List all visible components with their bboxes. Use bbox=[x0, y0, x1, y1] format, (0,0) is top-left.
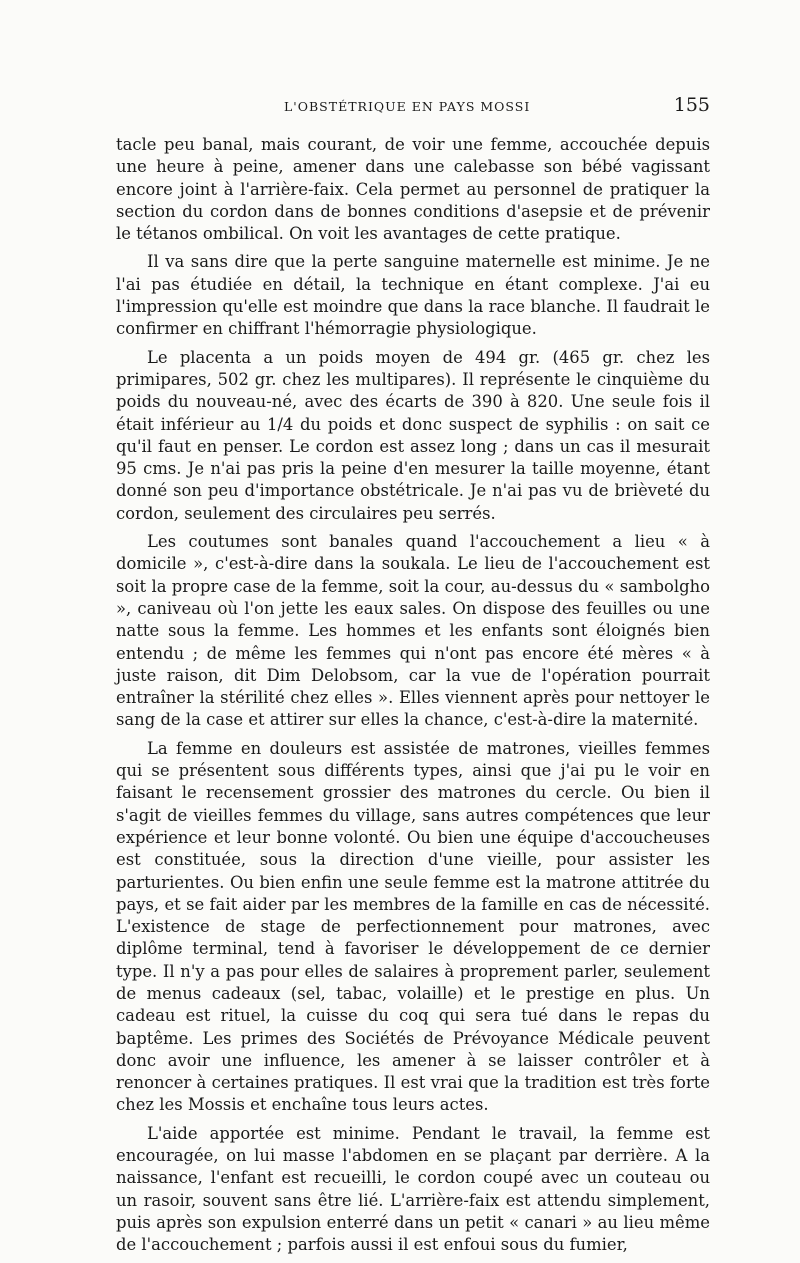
page-number: 155 bbox=[673, 94, 710, 116]
running-title: L'OBSTÉTRIQUE EN PAYS MOSSI bbox=[284, 99, 531, 114]
paragraph-continuation: tacle peu banal, mais courant, de voir une femme, accouchée depuis une heure à peine, amener dans une calebasse son bébé vagissant encore joint à l'arrière-faix. Cela permet au personnel de pratiquer la section du cordon dans de bonnes conditions d'asepsie et de prévenir le tétanos ombilical. On voit les avantages de cette pratique. bbox=[116, 135, 710, 244]
paragraph-blood-loss: Il va sans dire que la perte sanguine maternelle est minime. Je ne l'ai pas étudiée en détail, la technique en étant complexe. J'ai eu l'impression qu'elle est moindre que dans la race blanche. Il faudrait le confirmer en chiffrant l'hémorragie physiologique. bbox=[116, 252, 710, 339]
paragraph-assistance: L'aide apportée est minime. Pendant le travail, la femme est encouragée, on lui masse l'abdomen en se plaçant par derrière. A la naissance, l'enfant est recueilli, le cordon coupé avec un couteau ou un rasoir, souvent sans être lié. L'arrière-faix est attendu simplement, puis après son expulsion enterré dans un petit « canari » au lieu même de l'accouchement ; parfois aussi il est enfoui sous du fumier, bbox=[116, 1123, 710, 1255]
paragraph-placenta: Le placenta a un poids moyen de 494 gr. (465 gr. chez les primipares, 502 gr. chez les multipares). Il représente le cinquième du poids du nouveau-né, avec des écarts de 390 à 820. Une seule fois il était inférieur au 1/4 du poids et donc suspect de syphilis : on sait ce qu'il faut en penser. Le cordon est assez long ; dans un cas il mesurait 95 cms. Je n'ai pas pris la peine d'en mesurer la taille moyenne, étant donné son peu d'importance obstétricale. Je n'ai pas vu de brièveté du cordon, seulement des circulaires peu serrés. bbox=[116, 347, 710, 523]
paragraph-matrons: La femme en douleurs est assistée de matrones, vieilles femmes qui se présentent sous différents types, ainsi que j'ai pu le voir en faisant le recensement grossier des matrones du cercle. Ou bien il s'agit de vieilles femmes du village, sans autres compétences que leur expérience et leur bonne volonté. Ou bien une équipe d'accoucheuses est constituée, sous la direction d'une vieille, pour assister les parturientes. Ou bien enfin une seule femme est la matrone attitrée du pays, et se fait aider par les membres de la famille en cas de nécessité. L'existence de stage de perfectionnement pour matrones, avec diplôme terminal, tend à favoriser le développement de ce dernier type. Il n'y a pas pour elles de salaires à proprement parler, seulement de menus cadeaux (sel, tabac, volaille) et le prestige en plus. Un cadeau est rituel, la cuisse du coq qui sera tué dans le repas du baptême. Les primes des Sociétés de Prévoyance Médicale peuvent donc avoir une influence, les amener à se laisser contrôler et à renoncer à certaines pratiques. Il est vrai que la tradition est très forte chez les Mossis et enchaîne tous leurs actes. bbox=[116, 738, 710, 1115]
paragraph-customs: Les coutumes sont banales quand l'accouchement a lieu « à domicile », c'est-à-dire dans la soukala. Le lieu de l'accouchement est soit la propre case de la femme, soit la cour, au-dessus du « sambolgho », caniveau où l'on jette les eaux sales. On dispose des feuilles ou une natte sous la femme. Les hommes et les enfants sont éloignés bien entendu ; de même les femmes qui n'ont pas encore été mères « à juste raison, dit Dim Delobsom, car la vue de l'opération pourrait entraîner la stérilité chez elles ». Elles viennent après pour nettoyer le sang de la case et attirer sur elles la chance, c'est-à-dire la maternité. bbox=[116, 532, 710, 730]
body-text bbox=[116, 134, 710, 1263]
page-header bbox=[116, 96, 710, 120]
